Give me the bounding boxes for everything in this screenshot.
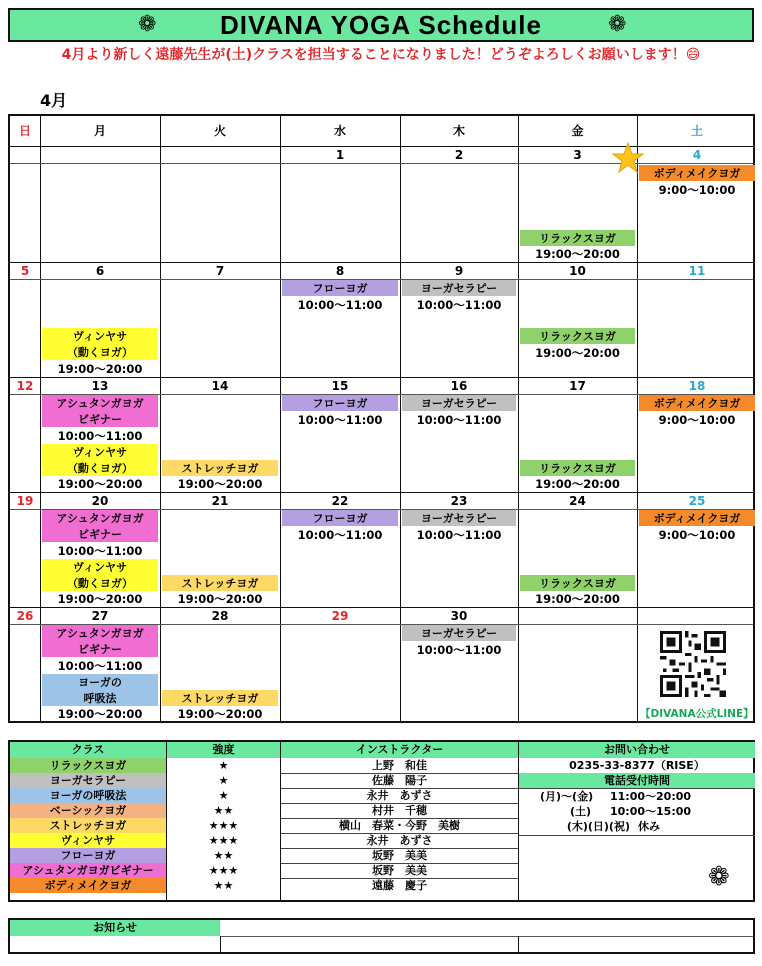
- class-relax: リラックスヨガ: [520, 460, 635, 476]
- class-time: 19:00～20:00: [535, 477, 620, 491]
- day-number: 10: [569, 264, 586, 278]
- class-time: 19:00～20:00: [57, 477, 143, 491]
- legend-instructor: 村井 千穂: [372, 804, 427, 817]
- legend-intensity: ★★: [213, 879, 234, 892]
- legend-intensity: ★: [218, 759, 229, 772]
- day-number: 25: [688, 494, 706, 508]
- class-time: 19:00～20:00: [177, 707, 263, 721]
- legend-instructor: 上野 和佳: [372, 759, 427, 772]
- month-label: 4月: [40, 91, 68, 110]
- class-stretch: ストレッチヨガ: [162, 460, 278, 476]
- legend-table: [8, 740, 755, 902]
- flower-icon: ❁: [708, 862, 730, 892]
- class-breath-sub: 呼吸法: [42, 690, 158, 706]
- class-ashtanga: アシュタンガヨガ: [42, 625, 158, 641]
- class-therapy: ヨーガセラピー: [402, 395, 516, 411]
- flower-icon: ❁: [608, 12, 627, 37]
- legend-class: ヴィンヤサ: [10, 833, 166, 848]
- contact-phone[interactable]: 0235-33-8377（RISE）: [569, 759, 705, 772]
- class-time: 19:00～20:00: [57, 707, 143, 721]
- class-time: 10:00～11:00: [416, 643, 502, 657]
- day-number: 23: [450, 494, 468, 508]
- class-time: 10:00～11:00: [57, 544, 143, 558]
- day-number: 18: [688, 379, 706, 393]
- legend-intensity: ★★: [213, 849, 234, 862]
- weekday-mon: 月: [93, 124, 106, 138]
- day-number: 3: [573, 148, 582, 162]
- legend-class: フローヨガ: [10, 848, 166, 863]
- day-number: 16: [450, 379, 468, 393]
- class-time: 10:00～11:00: [57, 429, 143, 443]
- hours-day: (木)(日)(祝): [566, 820, 630, 833]
- legend-instructor: 横山 春菜・今野 美樹: [339, 819, 460, 832]
- day-number: 11: [688, 264, 706, 278]
- legend-class: リラックスヨガ: [10, 758, 166, 773]
- day-number: 15: [331, 379, 349, 393]
- class-vinyasa: ヴィンヤサ: [42, 328, 158, 344]
- class-time: 19:00～20:00: [177, 477, 263, 491]
- class-flow: フローヨガ: [282, 280, 398, 296]
- class-breath: ヨーガの: [42, 674, 158, 690]
- day-number: 4: [692, 148, 702, 162]
- class-vinyasa-sub: （動くヨガ）: [42, 460, 158, 476]
- weekday-fri: 金: [571, 124, 584, 138]
- line-official-label[interactable]: 【DIVANA公式LINE】: [640, 708, 754, 720]
- flower-icon: ❁: [138, 12, 157, 37]
- day-number: 28: [211, 609, 229, 623]
- legend-instructor: 坂野 美美: [372, 849, 427, 862]
- class-bodymake: ボディメイクヨガ: [639, 395, 755, 411]
- class-flow: フローヨガ: [282, 510, 398, 526]
- calendar-grid: [8, 114, 755, 723]
- class-time: 10:00～11:00: [416, 528, 502, 542]
- class-relax: リラックスヨガ: [520, 328, 635, 344]
- class-ashtanga: アシュタンガヨガ: [42, 395, 158, 411]
- class-time: 9:00～10:00: [658, 413, 736, 427]
- class-ashtanga: アシュタンガヨガ: [42, 510, 158, 526]
- class-therapy: ヨーガセラピー: [402, 280, 516, 296]
- legend-class: ヨーガの呼吸法: [10, 788, 166, 803]
- legend-header-class: クラス: [10, 742, 166, 758]
- class-vinyasa-sub: （動くヨガ）: [42, 575, 158, 591]
- day-number: 2: [454, 148, 464, 162]
- legend-intensity: ★★★: [208, 864, 239, 877]
- day-number: 6: [95, 264, 105, 278]
- class-time: 19:00～20:00: [57, 362, 143, 376]
- class-time: 9:00～10:00: [658, 528, 736, 542]
- day-number: 9: [454, 264, 464, 278]
- legend-header-contact: お問い合わせ: [519, 742, 755, 758]
- legend-intensity: ★★★: [208, 834, 239, 847]
- class-time: 19:00～20:00: [535, 346, 620, 360]
- class-time: 10:00～11:00: [297, 298, 383, 312]
- class-vinyasa: ヴィンヤサ: [42, 559, 158, 575]
- class-relax: リラックスヨガ: [520, 230, 635, 246]
- legend-intensity: ★: [218, 789, 229, 802]
- class-ashtanga-sub: ビギナー: [42, 411, 158, 427]
- legend-class: アシュタンガヨガビギナー: [10, 863, 166, 878]
- legend-instructor: 佐藤 陽子: [372, 774, 427, 787]
- class-stretch: ストレッチヨガ: [162, 690, 278, 706]
- legend-instructor: 坂野 美美: [372, 864, 427, 877]
- day-number: 19: [16, 494, 34, 508]
- day-number: 30: [450, 609, 468, 623]
- weekday-wed: 水: [333, 124, 346, 138]
- day-number: 26: [16, 609, 34, 623]
- weekday-thu: 木: [452, 124, 465, 138]
- legend-intensity: ★: [218, 774, 229, 787]
- class-vinyasa: ヴィンヤサ: [42, 444, 158, 460]
- class-stretch: ストレッチヨガ: [162, 575, 278, 591]
- hours-time: 休み: [638, 820, 660, 833]
- legend-class: ボディメイクヨガ: [10, 878, 166, 893]
- class-flow: フローヨガ: [282, 395, 398, 411]
- class-ashtanga-sub: ビギナー: [42, 526, 158, 542]
- class-time: 10:00～11:00: [297, 413, 383, 427]
- legend-instructor: 永井 あずさ: [366, 789, 433, 802]
- notice-box: [8, 918, 755, 954]
- class-time: 19:00～20:00: [535, 247, 620, 261]
- class-vinyasa-sub: （動くヨガ）: [42, 344, 158, 360]
- class-time: 19:00～20:00: [57, 592, 143, 606]
- class-time: 10:00～11:00: [297, 528, 383, 542]
- page-title: DIVANA YOGA Schedule: [220, 9, 542, 40]
- hours-title: 電話受付時間: [519, 773, 755, 788]
- weekday-tue: 火: [213, 124, 226, 138]
- day-number: 24: [569, 494, 586, 508]
- day-number: 21: [211, 494, 229, 508]
- qr-code-icon[interactable]: [660, 631, 726, 697]
- hours-day: (月)～(金): [540, 790, 594, 803]
- class-time: 10:00～11:00: [416, 298, 502, 312]
- day-number: 17: [569, 379, 586, 393]
- notice-title: お知らせ: [10, 920, 220, 936]
- legend-instructor: 永井 あずさ: [366, 834, 433, 847]
- legend-header-intensity: 強度: [167, 742, 280, 758]
- legend-class: ベーシックヨガ: [10, 803, 166, 818]
- day-number: 14: [211, 379, 229, 393]
- legend-class: ストレッチヨガ: [10, 818, 166, 833]
- weekday-sun: 日: [18, 124, 31, 138]
- class-time: 10:00～11:00: [416, 413, 502, 427]
- legend-header-instructor: インストラクター: [281, 742, 518, 758]
- class-therapy: ヨーガセラピー: [402, 625, 516, 641]
- legend-intensity: ★★★: [208, 819, 239, 832]
- legend-instructor: 遠藤 慶子: [372, 879, 427, 892]
- class-time: 19:00～20:00: [535, 592, 620, 606]
- class-time: 9:00～10:00: [658, 183, 736, 197]
- legend-class: ヨーガセラピー: [10, 773, 166, 788]
- star-icon: [612, 142, 644, 174]
- hours-time: 10:00～15:00: [610, 805, 692, 818]
- hours-day: (土): [570, 805, 592, 818]
- day-number: 29: [331, 609, 349, 623]
- day-number: 22: [331, 494, 349, 508]
- title-bar: [8, 8, 754, 42]
- class-time: 19:00～20:00: [177, 592, 263, 606]
- day-number: 27: [91, 609, 109, 623]
- day-number: 5: [20, 264, 30, 278]
- day-number: 8: [335, 264, 345, 278]
- class-ashtanga-sub: ビギナー: [42, 641, 158, 657]
- announcement: 4月より新しく遠藤先生が(土)クラスを担当することになりました！どうぞよろしくお願いします！😄: [61, 47, 701, 63]
- class-time: 10:00～11:00: [57, 659, 143, 673]
- day-number: 13: [91, 379, 109, 393]
- day-number: 12: [16, 379, 34, 393]
- class-bodymake: ボディメイクヨガ: [639, 165, 755, 181]
- weekday-sat: 土: [690, 124, 703, 138]
- class-relax: リラックスヨガ: [520, 575, 635, 591]
- class-therapy: ヨーガセラピー: [402, 510, 516, 526]
- legend-intensity: ★★: [213, 804, 234, 817]
- day-number: 7: [215, 264, 225, 278]
- hours-time: 11:00～20:00: [610, 790, 692, 803]
- day-number: 20: [91, 494, 109, 508]
- day-number: 1: [335, 148, 345, 162]
- class-bodymake: ボディメイクヨガ: [639, 510, 755, 526]
